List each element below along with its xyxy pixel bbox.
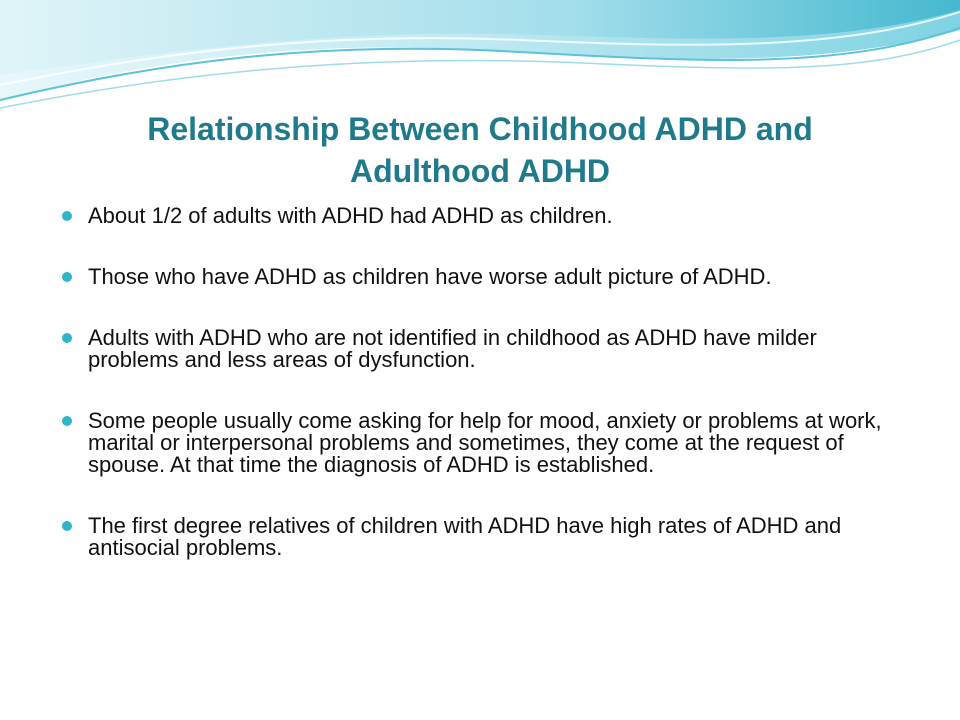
bullet-text: Those who have ADHD as children have worse adult picture of ADHD. xyxy=(88,264,772,289)
bullet-dot-icon xyxy=(62,272,72,282)
bullet-dot-icon xyxy=(62,521,72,531)
bullet-item xyxy=(62,327,912,371)
bullet-item xyxy=(62,515,912,559)
bullet-list xyxy=(62,205,912,598)
bullet-dot-icon xyxy=(62,211,72,221)
bullet-text: The first degree relatives of children with ADHD have high rates of ADHD and antisocial problems. xyxy=(88,513,842,560)
bullet-dot-icon xyxy=(62,333,72,343)
bullet-item xyxy=(62,266,912,288)
bullet-item xyxy=(62,205,912,227)
bullet-dot-icon xyxy=(62,416,72,426)
slide-title xyxy=(60,108,900,192)
bullet-text: About 1/2 of adults with ADHD had ADHD as children. xyxy=(88,203,613,228)
title-line-1: Relationship Between Childhood ADHD and xyxy=(147,111,813,147)
bullet-item xyxy=(62,410,912,476)
bullet-text: Some people usually come asking for help for mood, anxiety or problems at work, marital or interpersonal problems and sometimes, they come at the request of spouse. At that time the diagnosis of ADHD is established. xyxy=(88,408,882,477)
bullet-text: Adults with ADHD who are not identified in childhood as ADHD have milder problems and less areas of dysfunction. xyxy=(88,325,817,372)
title-line-2: Adulthood ADHD xyxy=(349,153,611,189)
